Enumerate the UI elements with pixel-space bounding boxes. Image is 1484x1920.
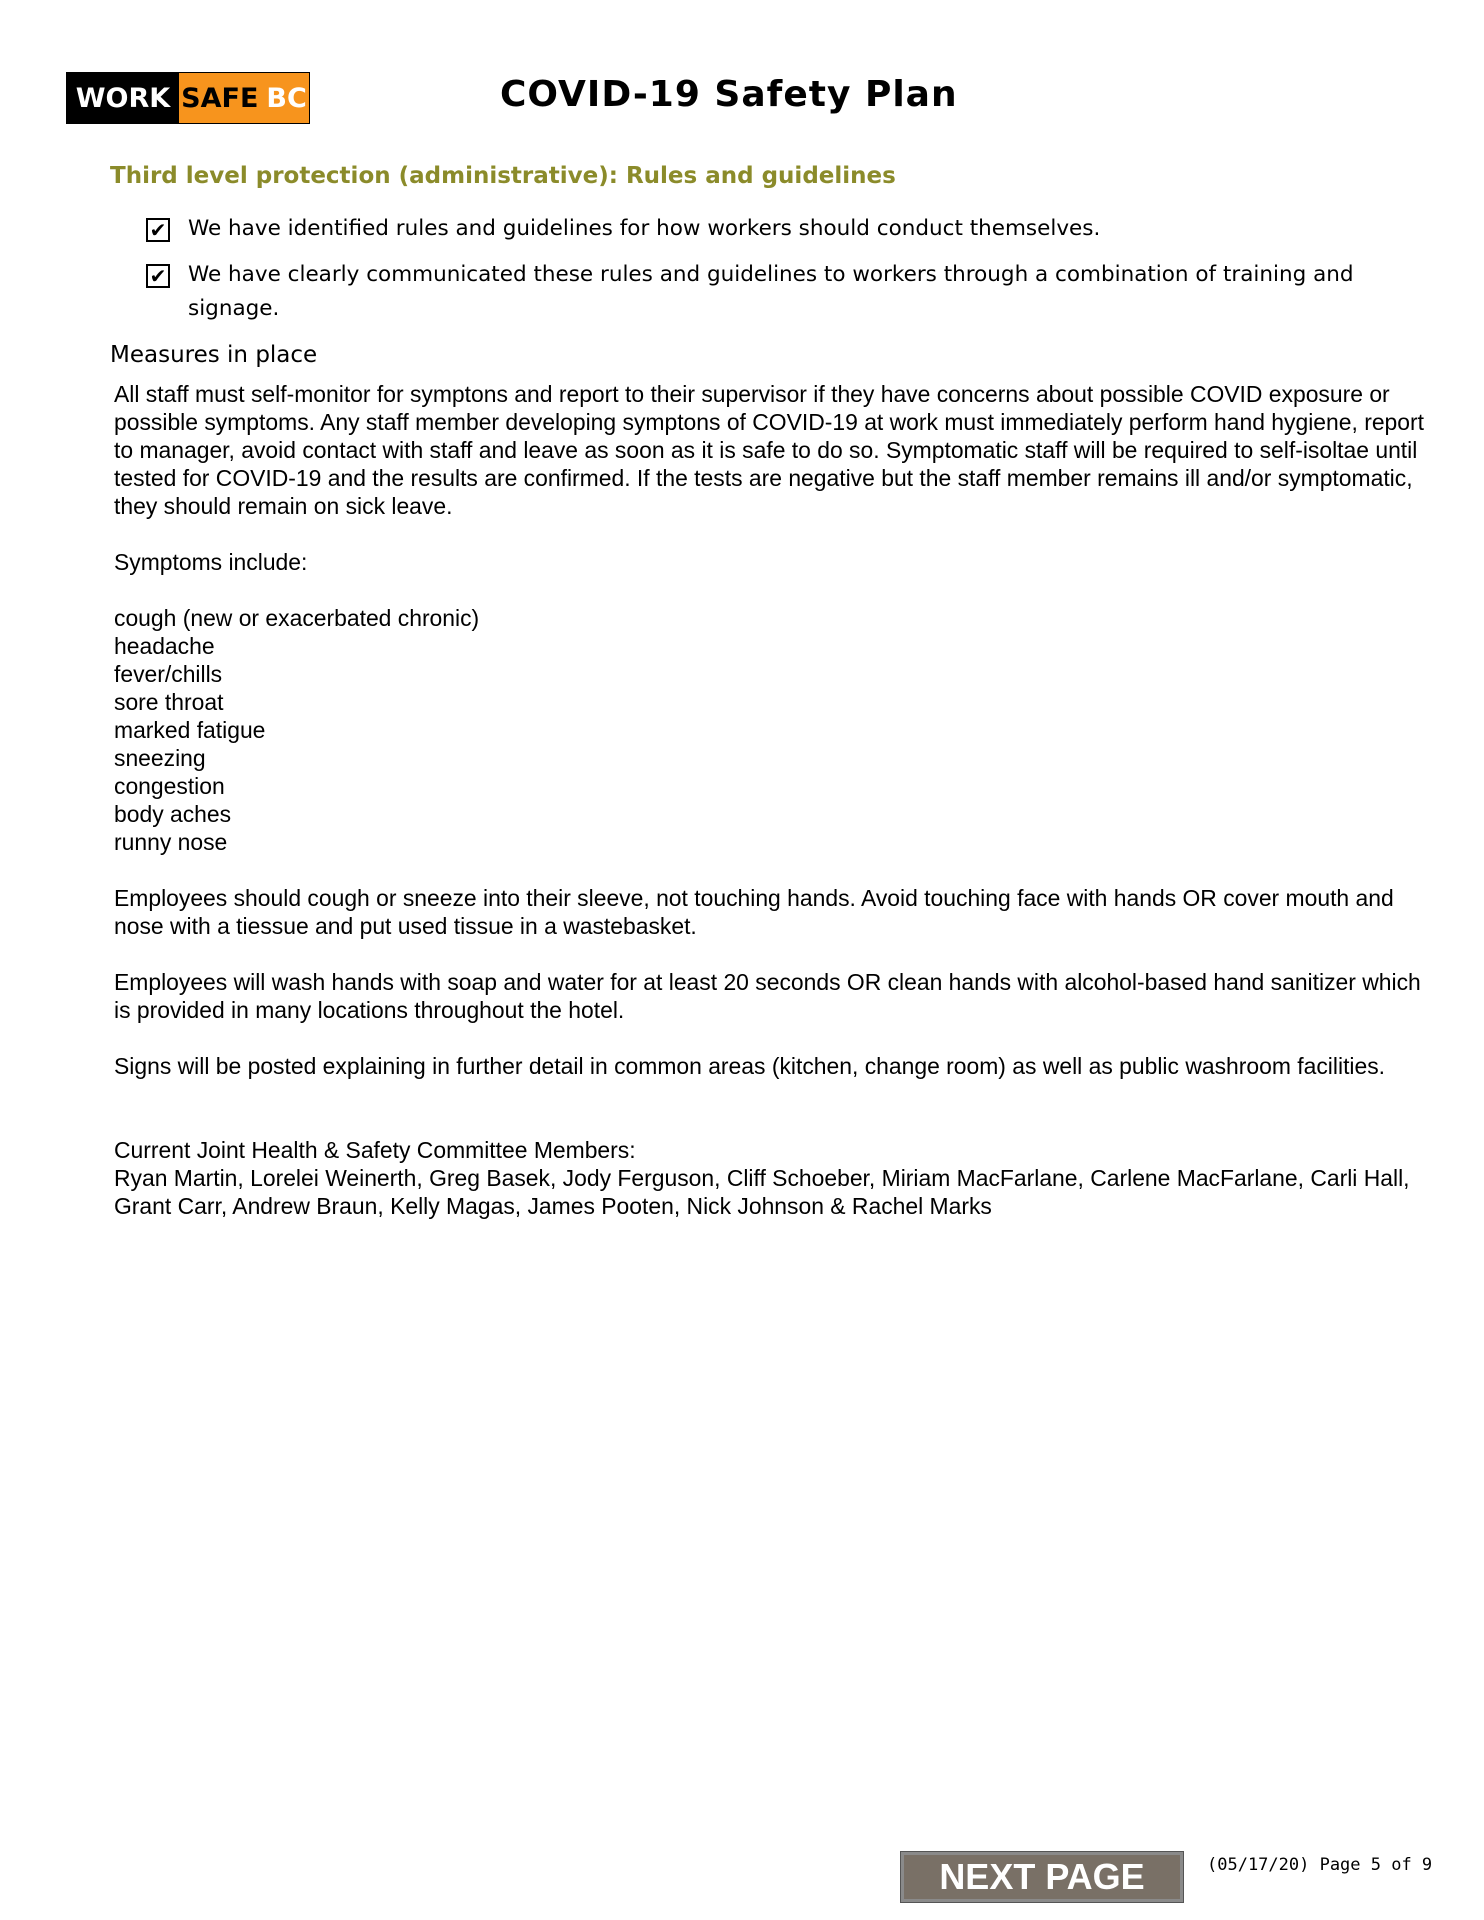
symptom-item: sneezing <box>114 745 206 771</box>
logo-work: WORK <box>67 73 179 123</box>
intro-paragraph: All staff must self-monitor for symptons and report to their supervisor if they have concerns about possible COVID exposure or possible symptoms. Any staff member developing symptons of COVID-19 at work must immediately perform hand hygiene, report to manager, avoid contact with staff and leave as soon as it is safe to do so. Symptomatic staff will be required to self-isoltae until tested for COVID-19 and the results are confirmed. If the tests are negative but the staff member remains ill and/or symptomatic, they should remain on sick leave. <box>114 381 1424 519</box>
logo-safe-bc <box>179 73 309 123</box>
symptom-item: cough (new or exacerbated chronic) <box>114 605 480 631</box>
spacer <box>114 1108 1424 1136</box>
footer-date-page: (05/17/20) Page 5 of 9 <box>1207 1855 1433 1875</box>
symptoms-label: Symptoms include: <box>114 549 308 575</box>
document-title: COVID-19 Safety Plan <box>500 74 958 115</box>
logo-safe: SAFE <box>181 82 259 114</box>
logo-bc: BC <box>266 82 307 114</box>
checkbox-checked-icon[interactable]: ✔ <box>146 218 170 242</box>
committee-label: Current Joint Health & Safety Committee Members: <box>114 1137 636 1163</box>
measures-heading: Measures in place <box>110 342 318 368</box>
worksafebc-logo <box>66 72 310 124</box>
symptom-item: headache <box>114 633 215 659</box>
symptom-item: runny nose <box>114 829 228 855</box>
wash-paragraph: Employees will wash hands with soap and water for at least 20 seconds OR clean hands with alcohol-based hand sanitizer which is provided in many locations throughout the hotel. <box>114 969 1421 1023</box>
measures-text-box[interactable] <box>114 380 1424 1220</box>
committee-members: Ryan Martin, Lorelei Weinerth, Greg Basek, Jody Ferguson, Cliff Schoeber, Miriam MacFarlane, Carlene MacFarlane, Carli Hall, Grant Carr, Andrew Braun, Kelly Magas, James Pooten, Nick Johnson & Rachel Marks <box>114 1165 1410 1219</box>
symptom-item: marked fatigue <box>114 717 266 743</box>
symptoms-list <box>114 604 1424 856</box>
signs-paragraph: Signs will be posted explaining in further detail in common areas (kitchen, change room) as well as public washroom facilities. <box>114 1053 1386 1079</box>
checkbox-checked-icon[interactable]: ✔ <box>146 264 170 288</box>
checklist-item <box>146 212 1410 246</box>
section-heading: Third level protection (administrative): Rules and guidelines <box>110 163 896 189</box>
cough-paragraph: Employees should cough or sneeze into their sleeve, not touching hands. Avoid touching face with hands OR cover mouth and nose with a tiessue and put used tissue in a wastebasket. <box>114 885 1394 939</box>
symptom-item: body aches <box>114 801 232 827</box>
checklist-item <box>146 258 1410 326</box>
symptom-item: congestion <box>114 773 225 799</box>
checklist-item-text: We have clearly communicated these rules and guidelines to workers through a combination of training and signage. <box>188 262 1354 321</box>
symptom-item: fever/chills <box>114 661 223 687</box>
checklist-item-text: We have identified rules and guidelines for how workers should conduct themselves. <box>188 216 1101 241</box>
next-page-button[interactable]: NEXT PAGE <box>901 1852 1183 1902</box>
symptom-item: sore throat <box>114 689 224 715</box>
